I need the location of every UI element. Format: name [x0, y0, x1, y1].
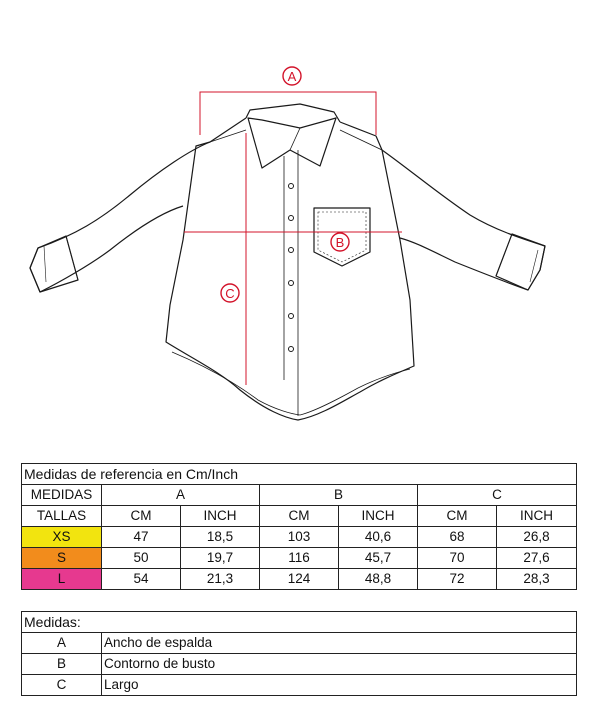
table-title-row — [22, 464, 577, 485]
measure-line-a — [200, 92, 376, 135]
table-cell: 26,8 — [497, 527, 577, 548]
badge-c-label: C — [225, 286, 235, 301]
badge-a-label: A — [287, 69, 297, 84]
legend-label: Ancho de espalda — [102, 633, 577, 654]
table-cell: 28,3 — [497, 569, 577, 590]
measures-header: MEDIDAS — [22, 485, 102, 506]
badge-b-label: B — [335, 235, 345, 250]
unit-header: CM — [260, 506, 339, 527]
shirt-outline — [30, 104, 545, 420]
badge-c — [221, 284, 239, 302]
button-dot — [289, 314, 294, 319]
button-dot — [289, 281, 294, 286]
table-cell: 124 — [260, 569, 339, 590]
sizes-header: TALLAS — [22, 506, 102, 527]
table-cell: 47 — [102, 527, 181, 548]
button-dot — [289, 216, 294, 221]
unit-header-row — [22, 506, 577, 527]
size-label-xs: XS — [22, 527, 102, 548]
button-dot — [289, 347, 294, 352]
legend-row — [22, 654, 577, 675]
button-dot — [289, 248, 294, 253]
table-cell: 116 — [260, 548, 339, 569]
measurement-badges — [221, 67, 349, 302]
buttons — [289, 184, 294, 352]
right-sleeve — [382, 150, 545, 290]
legend-label: Contorno de busto — [102, 654, 577, 675]
legend-title-row — [22, 612, 577, 633]
table-cell: 19,7 — [181, 548, 260, 569]
table-cell: 54 — [102, 569, 181, 590]
group-header-b: B — [260, 485, 418, 506]
table-cell: 72 — [418, 569, 497, 590]
table-row — [22, 548, 577, 569]
size-measurements-table — [21, 463, 577, 590]
table-cell: 103 — [260, 527, 339, 548]
legend-key: B — [22, 654, 102, 675]
table-cell: 18,5 — [181, 527, 260, 548]
legend-key: C — [22, 675, 102, 696]
table-cell: 45,7 — [339, 548, 418, 569]
unit-header: CM — [102, 506, 181, 527]
unit-header: CM — [418, 506, 497, 527]
table-cell: 50 — [102, 548, 181, 569]
legend-key: A — [22, 633, 102, 654]
group-header-a: A — [102, 485, 260, 506]
legend-title: Medidas: — [22, 612, 577, 633]
table-row — [22, 527, 577, 548]
left-sleeve — [30, 142, 210, 292]
measurement-guides — [184, 92, 402, 385]
shirt-body — [166, 118, 414, 420]
group-header-c: C — [418, 485, 577, 506]
table-cell: 27,6 — [497, 548, 577, 569]
table-cell: 21,3 — [181, 569, 260, 590]
legend-label: Largo — [102, 675, 577, 696]
table-cell: 48,8 — [339, 569, 418, 590]
size-label-l: L — [22, 569, 102, 590]
size-table-title: Medidas de referencia en Cm/Inch — [22, 464, 577, 485]
unit-header: INCH — [497, 506, 577, 527]
legend-row — [22, 633, 577, 654]
table-cell: 68 — [418, 527, 497, 548]
badge-b — [331, 233, 349, 251]
measurements-legend-table — [21, 611, 577, 696]
table-row — [22, 569, 577, 590]
legend-row — [22, 675, 577, 696]
button-dot — [289, 184, 294, 189]
badge-a — [283, 67, 301, 85]
group-header-row — [22, 485, 577, 506]
unit-header: INCH — [339, 506, 418, 527]
table-cell: 40,6 — [339, 527, 418, 548]
size-label-s: S — [22, 548, 102, 569]
unit-header: INCH — [181, 506, 260, 527]
table-cell: 70 — [418, 548, 497, 569]
